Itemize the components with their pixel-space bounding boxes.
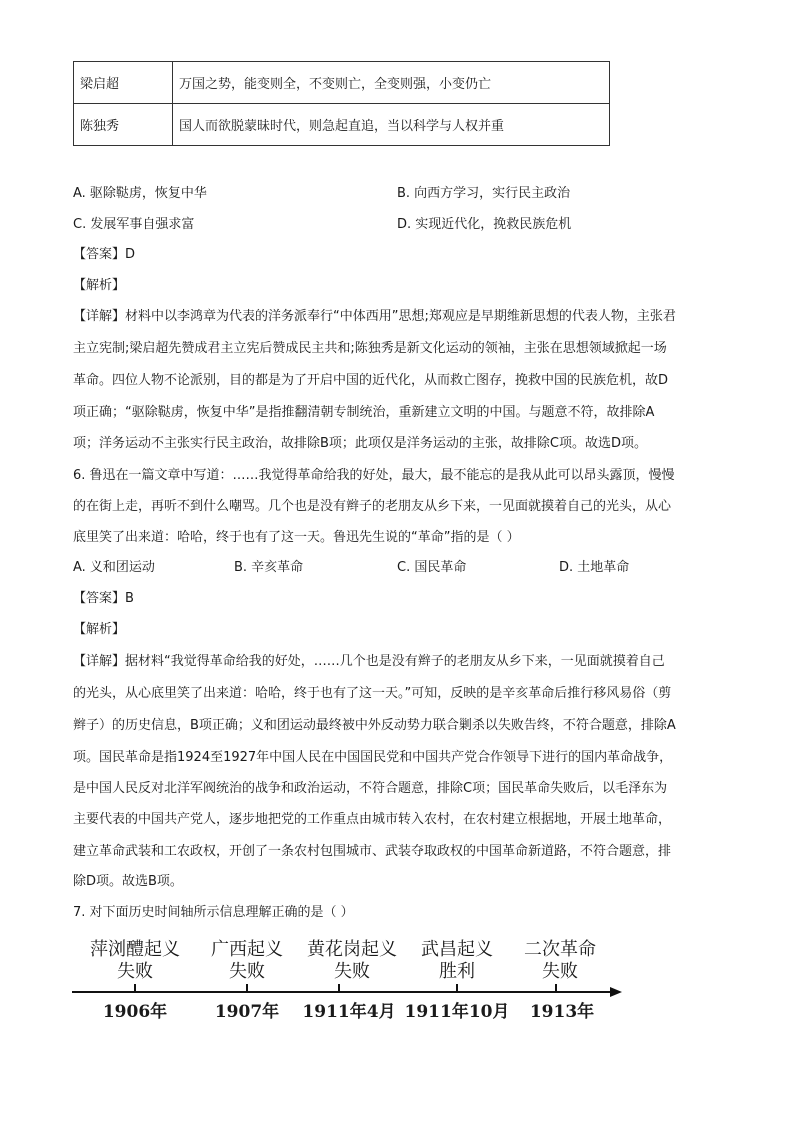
q6-detail-line: 辫子）的历史信息，B项正确；义和团运动最终被中外反动势力联合剿杀以失败告终，不符合题意，排除A — [73, 718, 676, 733]
q7-stem: 7. 对下面历史时间轴所示信息理解正确的是（ ） — [73, 905, 354, 920]
timeline-arrow-icon — [610, 987, 622, 997]
timeline-year: 1911年10月 — [404, 1002, 510, 1022]
person-quote: 国人而欲脱蒙昧时代，则急起直追，当以科学与人权并重 — [173, 104, 610, 146]
q5-option-c: C. 发展军事自强求富 — [73, 217, 195, 232]
timeline-event — [500, 939, 620, 983]
q5-detail-line: 项正确；“驱除鞑虏，恢复中华”是指推翻清朝专制统治，重新建立文明的中国。与题意不符，故排除A — [73, 405, 655, 420]
person-quote: 万国之势，能变则全，不变则亡，全变则强，小变仍亡 — [173, 62, 610, 104]
q6-detail-line: 除D项。故选B项。 — [73, 874, 183, 889]
timeline-event-name: 萍浏醴起义 — [90, 939, 180, 960]
q5-detail-line: 主立宪制;梁启超先赞成君主立宪后赞成民主共和;陈独秀是新文化运动的领袖，主张在思想领域掀起一场 — [73, 341, 667, 356]
q6-analysis-title: 【解析】 — [73, 622, 126, 637]
history-timeline — [70, 935, 630, 1025]
timeline-event — [292, 939, 412, 983]
timeline-year: 1913年 — [529, 1002, 595, 1022]
q5-detail-line: 【详解】材料中以李鸿章为代表的洋务派奉行“中体西用”思想;郑观应是早期维新思想的代表人物，主张君 — [73, 309, 676, 324]
q5-option-d: D. 实现近代化，挽救民族危机 — [397, 217, 572, 232]
timeline-event-name: 二次革命 — [524, 939, 596, 960]
table-row — [74, 104, 610, 146]
q6-detail-line: 建立革命武装和工农政权，开创了一条农村包围城市、武装夺取政权的中国革命新道路，不符合题意，排 — [73, 844, 672, 859]
timeline-event-status: 失败 — [229, 961, 265, 982]
q6-option-c: C. 国民革命 — [397, 560, 467, 575]
timeline-event-status: 失败 — [117, 961, 153, 982]
q5-option-b: B. 向西方学习，实行民主政治 — [397, 186, 571, 201]
material-table — [73, 61, 610, 146]
q6-option-d: D. 土地革命 — [559, 560, 630, 575]
timeline-year: 1911年4月 — [302, 1002, 396, 1022]
q6-answer: 【答案】B — [73, 591, 134, 606]
q6-detail-line: 【详解】据材料“我觉得革命给我的好处，……几个也是没有辫子的老朋友从乡下来，一见面就摸着自己 — [73, 654, 665, 669]
q6-detail-line: 是中国人民反对北洋军阀统治的战争和政治运动，不符合题意，排除C项；国民革命失败后，以毛泽东为 — [73, 781, 668, 796]
q6-detail-line: 主要代表的中国共产党人，逐步地把党的工作重点由城市转入农村，在农村建立根据地，开展土地革命， — [73, 812, 672, 827]
timeline-year: 1906年 — [102, 1002, 168, 1022]
timeline-event-status: 失败 — [542, 961, 578, 982]
q5-analysis-title: 【解析】 — [73, 278, 126, 293]
table-row — [74, 62, 610, 104]
timeline-event-status: 失败 — [334, 961, 370, 982]
timeline-event — [397, 939, 517, 983]
q6-stem-line: 6. 鲁迅在一篇文章中写道：……我觉得革命给我的好处，最大，最不能忘的是我从此可以昂头露顶，慢慢 — [73, 468, 675, 483]
timeline-event — [75, 939, 195, 983]
q6-detail-line: 项。国民革命是指1924至1927年中国人民在中国国民党和中国共产党合作领导下进行的国内革命战争， — [73, 750, 673, 765]
q6-stem-line: 底里笑了出来道：哈哈，终于也有了这一天。鲁迅先生说的“革命”指的是（ ） — [73, 530, 520, 545]
timeline-event-name: 黄花岗起义 — [307, 939, 397, 960]
q6-option-b: B. 辛亥革命 — [234, 560, 304, 575]
q5-detail-line: 项；洋务运动不主张实行民主政治，故排除B项；此项仅是洋务运动的主张，故排除C项。故选D项。 — [73, 436, 648, 451]
timeline-year: 1907年 — [214, 1002, 280, 1022]
timeline-event-status: 胜利 — [439, 961, 475, 982]
q6-stem-line: 的在街上走，再听不到什么嘲骂。几个也是没有辫子的老朋友从乡下来，一见面就摸着自己的光头，从心 — [73, 499, 672, 514]
person-name: 梁启超 — [74, 62, 173, 104]
timeline-event-name: 武昌起义 — [421, 939, 493, 960]
timeline-event — [187, 939, 307, 983]
q5-detail-line: 革命。四位人物不论派别，目的都是为了开启中国的近代化，从而救亡图存，挽救中国的民族危机，故D — [73, 373, 669, 388]
q6-detail-line: 的光头，从心底里笑了出来道：哈哈，终于也有了这一天。”可知，反映的是辛亥革命后推行移风易俗（剪 — [73, 686, 672, 701]
timeline-event-name: 广西起义 — [211, 939, 283, 960]
q5-option-a: A. 驱除鞑虏，恢复中华 — [73, 186, 207, 201]
person-name: 陈独秀 — [74, 104, 173, 146]
q5-answer: 【答案】D — [73, 247, 136, 262]
q6-option-a: A. 义和团运动 — [73, 560, 155, 575]
